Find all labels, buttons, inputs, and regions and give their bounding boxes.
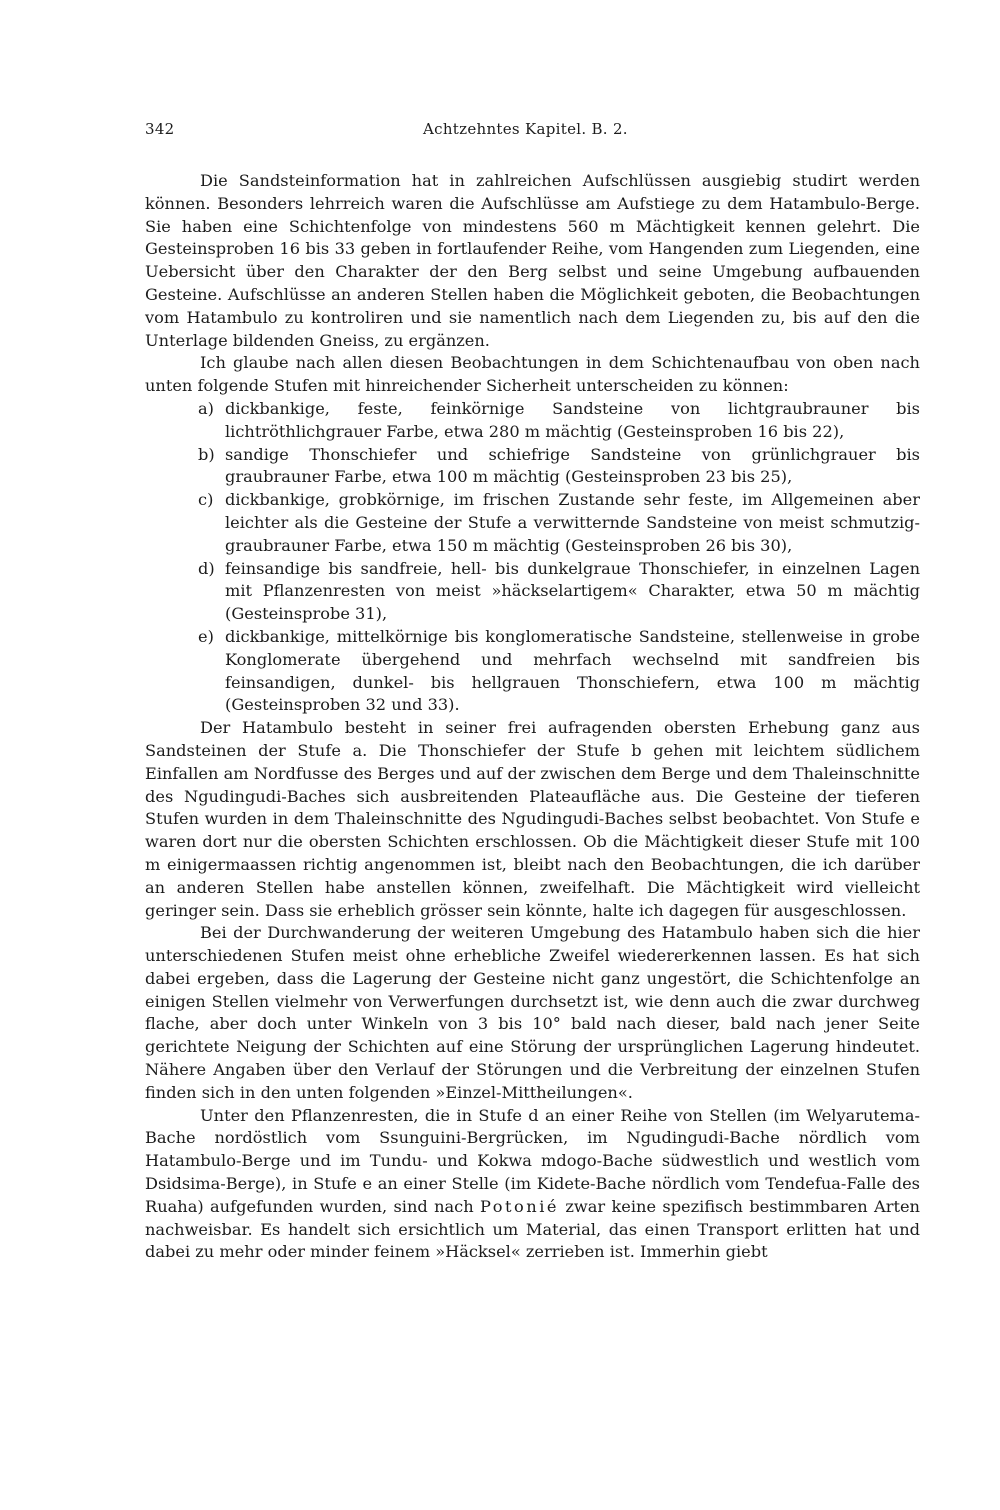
list-item-text: dickbankige, mittelkörnige bis konglomeratische Sandsteine, stellenweise in grobe Konglomerate übergehend und mehrfach wechselnd mit sandfreien bis feinsandigen, dunkel- bis hellgrauen Thonschiefern, etwa 100 m mächtig (Gesteinsproben 32 und 33). (225, 626, 920, 715)
list-item-text: dickbankige, grobkörnige, im frischen Zustande sehr feste, im Allgemeinen aber leichter als die Gesteine der Stufe a verwitternde Sandsteine von meist schmutzig-graubrauner Farbe, etwa 150 m mächtig (Gesteinsproben 26 bis 30), (225, 490, 920, 555)
page-number: 342 (145, 120, 175, 138)
list-item-label: b) (198, 444, 215, 464)
layer-list (145, 398, 920, 717)
list-item (145, 444, 920, 490)
page-header (145, 120, 925, 150)
author-name: Potonié (480, 1196, 559, 1216)
running-title: Achtzehntes Kapitel. B. 2. (423, 120, 628, 138)
list-item-text: dickbankige, feste, feinkörnige Sandsteine von lichtgraubrauner bis lichtröthlichgrauer Farbe, etwa 280 m mächtig (Gesteinsproben 16 bis 22), (225, 398, 920, 441)
list-item (145, 558, 920, 626)
list-item-label: a) (198, 398, 214, 418)
paragraph-text: zwar keine spezifisch bestimmbaren Arten nachweisbar. Es handelt sich ersichtlich um Material, das einen Transport erlitten hat und dabei zu mehr oder minder feinem »Häcksel« zerrieben ist. Immerhin giebt (145, 1196, 920, 1262)
list-item-text: feinsandige bis sandfreie, hell- bis dunkelgraue Thonschiefer, in einzelnen Lagen mit Pflanzenresten von meist »häckselartigem« Charakter, etwa 50 m mächtig (Gesteinsprobe 31), (225, 558, 920, 624)
paragraph-plant-remains (145, 1105, 920, 1265)
body-text (145, 170, 920, 1264)
paragraph-hatambulo: Der Hatambulo besteht in seiner frei aufragenden obersten Erhebung ganz aus Sandsteinen der Stufe a. Die Thonschiefer der Stufe b gehen mit leichtem südlichem Einfallen am Nordfusse des Berges und auf der zwischen dem Berge und dem Thaleinschnitte des Ngudingudi-Baches sich ausbreitenden Plateaufläche aus. Die Gesteine der tieferen Stufen wurden in dem Thaleinschnitte des Ngudingudi-Baches selbst beobachtet. Von Stufe e waren dort nur die obersten Schichten erschlossen. Ob die Mächtigkeit dieser Stufe mit 100 m einigermaassen richtig angenommen ist, bleibt nach den Beobachtungen, die ich darüber an anderen Stellen habe anstellen können, zweifelhaft. Die Mächtigkeit wird vielleicht geringer sein. Dass sie erheblich grösser sein könnte, halte ich dagegen für ausgeschlossen. (145, 718, 920, 920)
paragraph-text: Unter den Pflanzenresten, die in Stufe d an einer Reihe von Stellen (im Welyarutema-Bache nordöstlich vom Ssunguini-Bergrücken, im Ngudingudi-Bache nördlich vom Hatambulo-Berge und im Tundu- und Kokwa mdogo-Bache südwestlich und westlich vom Dsidsima-Berge), in Stufe e an einer Stelle (im Kidete-Bache nördlich vom Tendefua-Falle des Ruaha) aufgefunden wurden, sind nach (145, 1105, 920, 1216)
paragraph-layer-intro: Ich glaube nach allen diesen Beobachtungen in dem Schichtenaufbau von oben nach unten folgende Stufen mit hinreichender Sicherheit unterscheiden zu können: (145, 353, 920, 396)
list-item-label: c) (198, 490, 214, 510)
list-item (145, 626, 920, 717)
list-item-label: e) (198, 626, 214, 646)
paragraph-surroundings: Bei der Durchwanderung der weiteren Umgebung des Hatambulo haben sich die hier unterschiedenen Stufen meist ohne erhebliche Zweifel wiedererkennen lassen. Es hat sich dabei ergeben, dass die Lagerung der Gesteine nicht ganz ungestört, die Schichtenfolge an einigen Stellen vielmehr von Verwerfungen durchsetzt ist, wie denn auch die zwar durchweg flache, aber doch unter Winkeln von 3 bis 10° bald nach dieser, bald nach jener Seite gerichtete Neigung der Schichten auf eine Störung der ursprünglichen Lagerung hindeutet. Nähere Angaben über den Verlauf der Störungen und die Verbreitung der einzelnen Stufen finden sich in den unten folgenden »Einzel-Mittheilungen«. (145, 923, 920, 1102)
list-item-label: d) (198, 558, 215, 578)
list-item-text: sandige Thonschiefer und schiefrige Sandsteine von grünlichgrauer bis graubrauner Farbe, etwa 100 m mächtig (Gesteinsproben 23 bis 25), (225, 444, 920, 487)
paragraph-sandstone-formation: Die Sandsteinformation hat in zahlreichen Aufschlüssen ausgiebig studirt werden können. Besonders lehrreich waren die Aufschlüsse am Aufstiege zu dem Hatambulo-Berge. Sie haben eine Schichtenfolge von mindestens 560 m Mächtigkeit kennen gelehrt. Die Gesteinsproben 16 bis 33 geben in fortlaufender Reihe, vom Hangenden zum Liegenden, eine Uebersicht über den Charakter der den Berg selbst und seine Umgebung aufbauenden Gesteine. Aufschlüsse an anderen Stellen haben die Möglichkeit geboten, die Beobachtungen vom Hatambulo zu kontroliren und sie namentlich nach dem Liegenden zu, bis auf den die Unterlage bildenden Gneiss, zu ergänzen. (145, 171, 920, 350)
list-item (145, 489, 920, 557)
list-item (145, 398, 920, 444)
